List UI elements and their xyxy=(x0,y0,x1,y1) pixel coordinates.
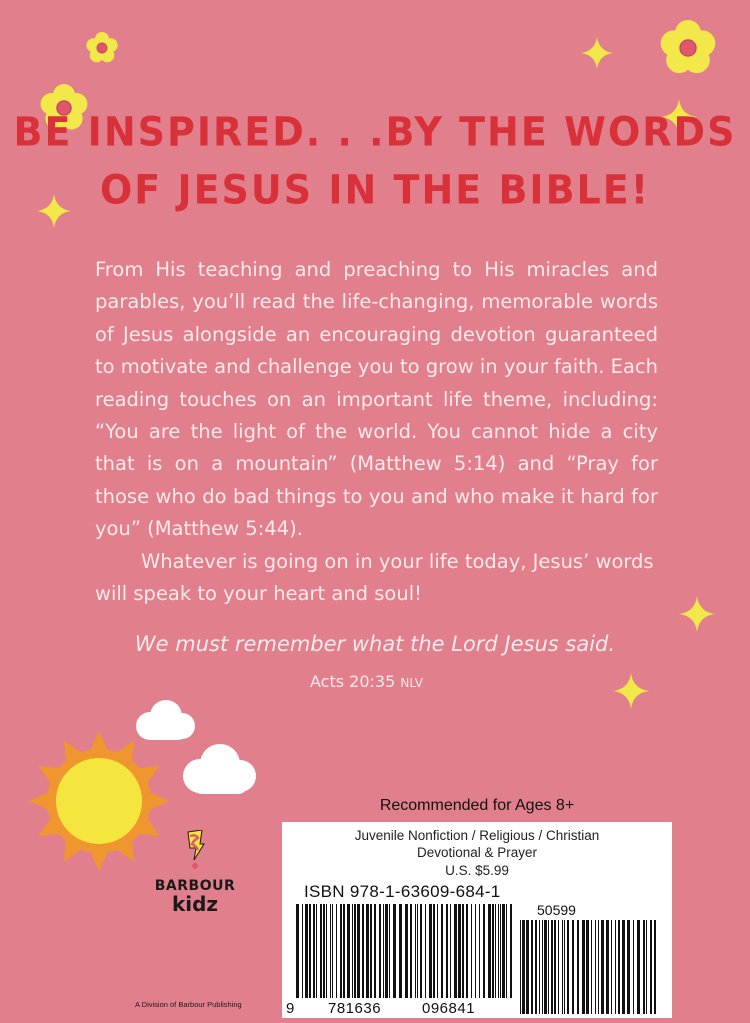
age-recommendation: Recommended for Ages 8+ xyxy=(379,797,575,814)
barcode-digit-first: 9 xyxy=(286,1000,295,1017)
publisher-logo xyxy=(135,830,255,914)
barcode-digits-left: 781636 xyxy=(328,1000,382,1017)
headline-line-2: OF JESUS IN THE BIBLE! xyxy=(99,166,651,214)
subcategory-text: Devotional & Prayer xyxy=(416,845,538,860)
addon-barcode-image xyxy=(520,920,660,1016)
flower-icon xyxy=(656,16,720,80)
category-text: Juvenile Nonfiction / Religious / Christian xyxy=(354,828,600,843)
barbour-flag-icon xyxy=(182,830,208,870)
publisher-imprint: kidz xyxy=(171,892,219,916)
scripture-quote: We must remember what the Lord Jesus said. xyxy=(134,632,616,656)
barcode-panel xyxy=(282,822,672,1018)
isbn-text: ISBN 978-1-63609-684-1 xyxy=(304,882,501,901)
description-paragraph-1: From His teaching and preaching to His miracles and parables, you’ll read the life-changing, memorable words of Jesus alongside an encouraging devotion guaranteed to motivate and challenge you to grow in your faith. Each reading touches on an important life theme, including: “You are the light of the world. You cannot hide a city that is on a mountain” (Matthew 5:14) and “Pray for those who do bad things to you and who make it hard for you” (Matthew 5:44). xyxy=(95,258,658,541)
sparkle-icon xyxy=(612,672,650,710)
publisher-name: BARBOUR xyxy=(154,878,236,894)
publisher-division: A Division of Barbour Publishing xyxy=(135,1000,242,1009)
description-paragraph-2: Whatever is going on in your life today, Jesus’ words will speak to your heart and soul! xyxy=(95,549,654,606)
sparkle-icon xyxy=(580,36,614,70)
barcode-digits-right: 096841 xyxy=(422,1000,476,1017)
price-text: U.S. $5.99 xyxy=(445,863,509,878)
headline-line-1: BE INSPIRED. . .BY THE WORDS xyxy=(13,108,737,156)
cloud-icon xyxy=(176,742,262,798)
reference-text: Acts 20:35 xyxy=(310,672,396,691)
barcode-image xyxy=(296,904,514,1000)
addon-code: 50599 xyxy=(537,902,576,918)
scripture-reference xyxy=(310,672,423,691)
sparkle-icon xyxy=(678,595,716,633)
bible-version: NLV xyxy=(400,676,423,690)
description xyxy=(95,254,658,610)
flower-icon xyxy=(84,30,120,66)
